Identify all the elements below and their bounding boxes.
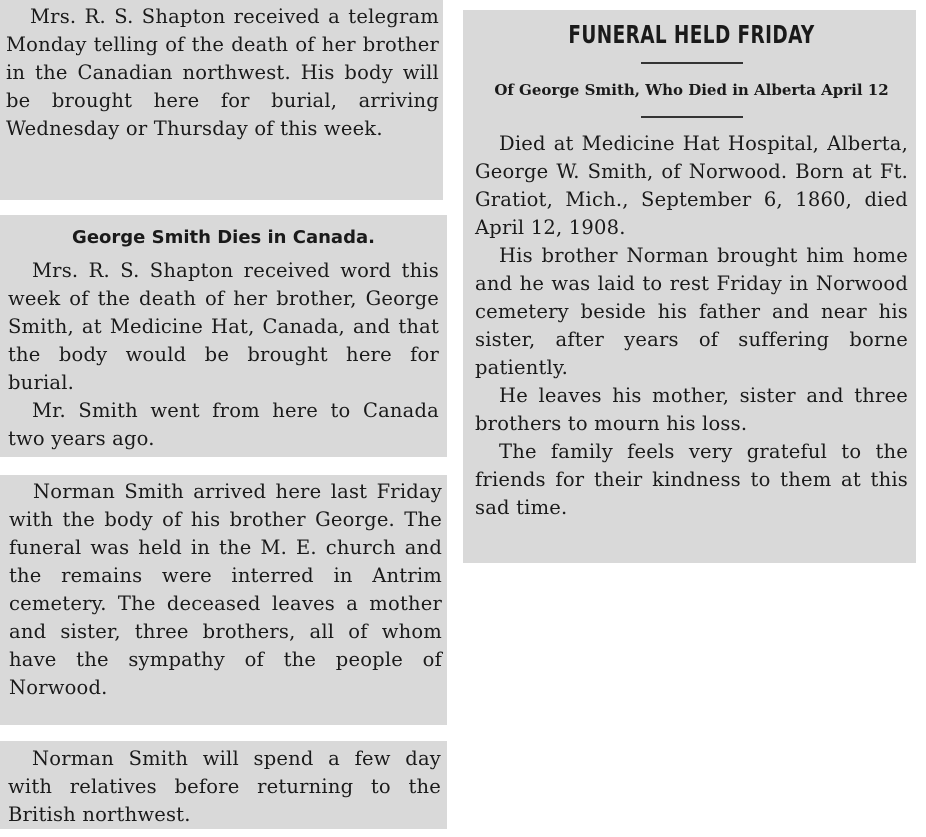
clipping-body: [8, 745, 441, 829]
clipping-funeral-held-friday: [463, 10, 916, 563]
paragraph: His brother Norman brought him home and he was laid to rest Friday in Norwood cemetery beside his father and near his sister, after years of suffering borne patiently.: [475, 244, 908, 379]
clipping-body: [9, 478, 442, 702]
divider-rule: [641, 116, 743, 118]
paragraph: Mr. Smith went from here to Canada two years ago.: [8, 399, 439, 450]
clipping-body: [6, 3, 439, 143]
clipping-george-smith-dies: [0, 215, 447, 457]
paragraph: Died at Medicine Hat Hospital, Alberta, George W. Smith, of Norwood. Born at Ft. Gratiot, Mich., September 6, 1860, died April 12, 1908.: [475, 132, 908, 239]
clipping-body: [8, 257, 439, 453]
clipping-telegram: [0, 0, 443, 200]
clipping-body: [475, 130, 908, 522]
clipping-headline: FUNERAL HELD FRIDAY: [568, 20, 815, 49]
paragraph: The family feels very grateful to the friends for their kindness to them at this sad time.: [475, 440, 908, 519]
paragraph: Norman Smith arrived here last Friday with the body of his brother George. The funeral was held in the M. E. church and the remains were interred in Antrim cemetery. The deceased leaves a mother and sister, three brothers, all of whom have the sympathy of the people of Norwood.: [9, 480, 442, 699]
clipping-headline: George Smith Dies in Canada.: [72, 227, 375, 248]
divider-rule: [641, 62, 743, 64]
paragraph: Mrs. R. S. Shapton received a telegram Monday telling of the death of her brother in the Canadian northwest. His body will be brought here for burial, arriving Wednesday or Thursday of this week.: [6, 5, 439, 140]
clipping-norman-arrived: [0, 475, 447, 725]
clipping-subhead: Of George Smith, Who Died in Alberta April 12: [494, 81, 889, 99]
paragraph: He leaves his mother, sister and three brothers to mourn his loss.: [475, 384, 908, 435]
clipping-norman-returning: [0, 741, 447, 829]
paragraph: Norman Smith will spend a few day with relatives before returning to the British northwest.: [8, 747, 441, 826]
paragraph: Mrs. R. S. Shapton received word this week of the death of her brother, George Smith, at Medicine Hat, Canada, and that the body would be brought here for burial.: [8, 259, 439, 394]
